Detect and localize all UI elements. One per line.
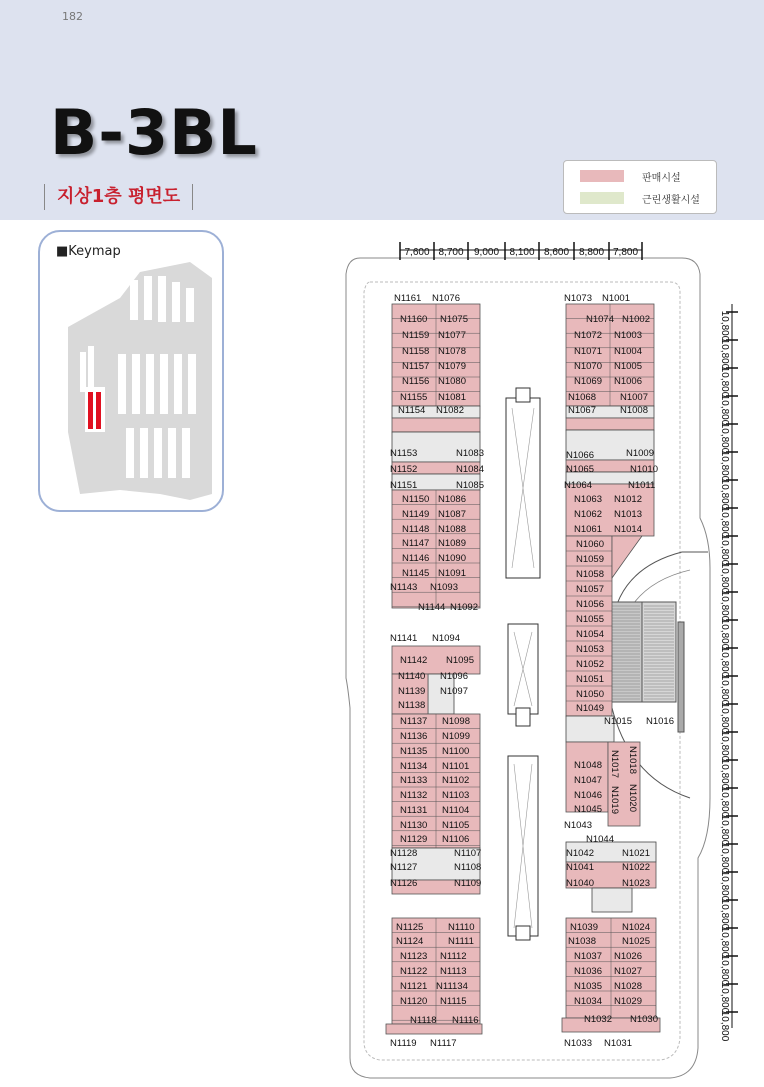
right-dim-label: 10,800 <box>719 954 730 986</box>
unit-label: N1140 <box>398 671 426 682</box>
unit-label: N1031 <box>604 1038 632 1049</box>
right-dim-label: 10,800 <box>719 366 730 398</box>
unit-label: N1016 <box>646 716 674 727</box>
page-subtitle: 지상1층 평면도 <box>44 184 193 210</box>
unit-label: N1032 <box>584 1014 612 1025</box>
unit-label: N1025 <box>622 936 650 947</box>
unit-label: N1132 <box>400 790 428 801</box>
unit-label: N1035 <box>574 981 602 992</box>
unit-label: N1145 <box>402 568 430 579</box>
unit-label: N1136 <box>400 731 428 742</box>
unit-label: N1048 <box>574 760 602 771</box>
unit-label: N1049 <box>576 703 604 714</box>
unit-label: N1064 <box>564 480 592 491</box>
unit-label: N1005 <box>614 361 642 372</box>
block-left-b <box>392 418 480 432</box>
unit-label: N1099 <box>442 731 470 742</box>
right-dim-label: 10,800 <box>719 422 730 454</box>
unit-label: N1146 <box>402 553 430 564</box>
unit-label: N1128 <box>390 848 418 859</box>
unit-label: N1091 <box>438 568 466 579</box>
right-dim-label: 10,800 <box>719 506 730 538</box>
unit-label: N1093 <box>430 582 458 593</box>
unit-label: N1098 <box>442 716 470 727</box>
unit-label: N1058 <box>576 569 604 580</box>
unit-label: N1096 <box>440 671 468 682</box>
unit-label: N1046 <box>574 790 602 801</box>
unit-label: N1018 <box>627 746 638 774</box>
unit-label: N1133 <box>400 775 428 786</box>
unit-label: N1102 <box>442 775 470 786</box>
unit-label: N1150 <box>402 494 430 505</box>
unit-label: N1108 <box>454 862 482 873</box>
right-dim-label: 10,800 <box>719 842 730 874</box>
unit-label: N1010 <box>630 464 658 475</box>
unit-label: N1003 <box>614 330 642 341</box>
unit-label: N11134 <box>436 981 468 992</box>
unit-label: N1122 <box>400 966 428 977</box>
unit-label: N1104 <box>442 805 470 816</box>
unit-label: N1160 <box>400 314 428 325</box>
unit-label: N1059 <box>576 554 604 565</box>
unit-label: N1033 <box>564 1038 592 1049</box>
unit-label: N1037 <box>574 951 602 962</box>
unit-label: N1004 <box>614 346 642 357</box>
unit-label: N1063 <box>574 494 602 505</box>
unit-label: N1066 <box>566 450 594 461</box>
unit-label: N1036 <box>574 966 602 977</box>
unit-label: N1109 <box>454 878 482 889</box>
page-title: B-3BL <box>50 96 258 169</box>
right-dim-label: 10,800 <box>719 870 730 902</box>
right-dim-label: 10,800 <box>719 926 730 958</box>
unit-label: N1161 <box>394 293 422 304</box>
unit-label: N1111 <box>448 936 474 947</box>
keymap-title: ■Keymap <box>56 244 121 259</box>
unit-label: N1060 <box>576 539 604 550</box>
unit-label: N1023 <box>622 878 650 889</box>
page-number: 182 <box>62 10 83 23</box>
unit-label: N1024 <box>622 922 650 933</box>
unit-label: N1068 <box>568 392 596 403</box>
unit-label: N1019 <box>609 786 620 814</box>
unit-label: N1100 <box>442 746 470 757</box>
unit-label: N1054 <box>576 629 604 640</box>
top-dim-label: 8,100 <box>509 247 535 258</box>
unit-label: N1157 <box>402 361 430 372</box>
unit-label: N1152 <box>390 464 418 475</box>
unit-label: N1053 <box>576 644 604 655</box>
unit-label: N1118 <box>410 1015 437 1026</box>
unit-label: N1040 <box>566 878 594 889</box>
right-dim-label: 10,800 <box>719 1010 730 1042</box>
unit-label: N1083 <box>456 448 484 459</box>
unit-label: N1002 <box>622 314 650 325</box>
unit-label: N1085 <box>456 480 484 491</box>
unit-label: N1050 <box>576 689 604 700</box>
unit-label: N1034 <box>574 996 602 1007</box>
unit-label: N1143 <box>390 582 418 593</box>
legend-label-neighborhood: 근린생활시설 <box>642 194 700 206</box>
unit-label: N1151 <box>390 480 418 491</box>
unit-label: N1030 <box>630 1014 658 1025</box>
unit-label: N1052 <box>576 659 604 670</box>
legend-item-sales <box>580 169 681 183</box>
unit-label: N1094 <box>432 633 460 644</box>
right-dim-label: 10,800 <box>719 534 730 566</box>
right-dim-label: 10,800 <box>719 338 730 370</box>
unit-label: N1021 <box>622 848 650 859</box>
unit-label: N1076 <box>432 293 460 304</box>
unit-label: N1137 <box>400 716 428 727</box>
unit-label: N1069 <box>574 376 602 387</box>
unit-label: N1141 <box>390 633 418 644</box>
unit-label: N1006 <box>614 376 642 387</box>
unit-label: N1155 <box>400 392 428 403</box>
right-dim-label: 10,800 <box>719 646 730 678</box>
unit-label: N1039 <box>570 922 598 933</box>
unit-label: N1008 <box>620 405 648 416</box>
block-right-e-wedge <box>612 536 642 578</box>
legend-swatch-neighborhood <box>580 192 624 204</box>
unit-label: N1073 <box>564 293 592 304</box>
unit-label: N1001 <box>602 293 630 304</box>
top-dim-label: 7,800 <box>612 247 639 258</box>
unit-label: N1044 <box>586 834 614 845</box>
unit-label: N1067 <box>568 405 596 416</box>
legend-swatch-sales <box>580 170 624 182</box>
unit-label: N1017 <box>609 750 620 778</box>
unit-label: N1056 <box>576 599 604 610</box>
unit-label: N1092 <box>450 602 478 613</box>
legend-item-neighborhood <box>580 191 700 205</box>
unit-label: N1043 <box>564 820 592 831</box>
unit-label: N1121 <box>400 981 428 992</box>
unit-label: N1009 <box>626 448 654 459</box>
unit-label: N1071 <box>574 346 602 357</box>
right-dim-label: 10,800 <box>719 618 730 650</box>
unit-label: N1106 <box>442 834 470 845</box>
unit-label: N1105 <box>442 820 470 831</box>
unit-label: N1055 <box>576 614 604 625</box>
right-dim-label: 10,800 <box>719 450 730 482</box>
unit-label: N1117 <box>430 1038 457 1049</box>
unit-label: N1057 <box>576 584 604 595</box>
unit-label: N1084 <box>456 464 484 475</box>
keymap-site-plan <box>40 232 222 510</box>
unit-label: N1095 <box>446 655 474 666</box>
unit-label: N1041 <box>566 862 594 873</box>
right-dim-label: 10,800 <box>719 730 730 762</box>
right-dim-label: 10,800 <box>719 786 730 818</box>
unit-label: N1014 <box>614 524 642 535</box>
unit-label: N1038 <box>568 936 596 947</box>
unit-label: N1026 <box>614 951 642 962</box>
unit-label: N1013 <box>614 509 642 520</box>
right-dim-label: 10,800 <box>719 590 730 622</box>
unit-label: N1078 <box>438 346 466 357</box>
unit-label: N1028 <box>614 981 642 992</box>
unit-label: N1088 <box>438 524 466 535</box>
unit-label: N1007 <box>620 392 648 403</box>
unit-label: N1139 <box>398 686 426 697</box>
unit-label: N1027 <box>614 966 642 977</box>
unit-label: N1097 <box>440 686 468 697</box>
right-dim-label: 10,800 <box>719 562 730 594</box>
unit-label: N1072 <box>574 330 602 341</box>
unit-label: N1081 <box>438 392 466 403</box>
right-dim-label: 10,800 <box>719 898 730 930</box>
unit-label: N1074 <box>586 314 614 325</box>
unit-label: N1089 <box>438 538 466 549</box>
unit-label: N1142 <box>400 655 428 666</box>
unit-label: N1079 <box>438 361 466 372</box>
unit-label: N1125 <box>396 922 424 933</box>
unit-label: N1090 <box>438 553 466 564</box>
right-dim-label: 10,800 <box>719 982 730 1014</box>
floor-plan <box>330 238 750 1084</box>
unit-label: N1011 <box>628 480 656 491</box>
top-dim-label: 8,700 <box>438 247 464 258</box>
right-dim-label: 10,800 <box>719 814 730 846</box>
unit-label: N1062 <box>574 509 602 520</box>
central-voids <box>506 388 540 940</box>
unit-label: N1075 <box>440 314 468 325</box>
unit-label: N1126 <box>390 878 418 889</box>
unit-label: N1077 <box>438 330 466 341</box>
unit-label: N1149 <box>402 509 430 520</box>
unit-label: N1144 <box>418 602 446 613</box>
right-dim-label: 10,800 <box>719 310 730 342</box>
unit-label: N1130 <box>400 820 428 831</box>
unit-label: N1103 <box>442 790 470 801</box>
unit-label: N1051 <box>576 674 604 685</box>
unit-label: N1159 <box>402 330 430 341</box>
unit-label: N1047 <box>574 775 602 786</box>
unit-label: N1029 <box>614 996 642 1007</box>
unit-label: N1116 <box>452 1015 479 1026</box>
unit-label: N1135 <box>400 746 428 757</box>
top-dim-label: 9,000 <box>473 247 500 258</box>
unit-label: N1080 <box>438 376 466 387</box>
unit-label: N1129 <box>400 834 428 845</box>
block-right-b <box>566 418 654 430</box>
unit-label: N1086 <box>438 494 466 505</box>
unit-label: N1065 <box>566 464 594 475</box>
unit-label: N1110 <box>448 922 475 933</box>
unit-label: N1124 <box>396 936 424 947</box>
unit-label: N1087 <box>438 509 466 520</box>
keymap-panel <box>38 230 224 512</box>
right-dim-label: 10,800 <box>719 394 730 426</box>
core <box>592 888 632 912</box>
right-dim-label: 10,800 <box>719 478 730 510</box>
unit-label: N1107 <box>454 848 482 859</box>
legend-box <box>563 160 717 214</box>
unit-label: N1070 <box>574 361 602 372</box>
unit-label: N1045 <box>574 804 602 815</box>
unit-label: N1113 <box>440 966 467 977</box>
unit-label: N1119 <box>390 1038 417 1049</box>
unit-label: N1153 <box>390 448 418 459</box>
right-dim-label: 10,800 <box>719 674 730 706</box>
unit-label: N1115 <box>440 996 467 1007</box>
unit-label: N1012 <box>614 494 642 505</box>
top-dim-label: 7,600 <box>404 247 430 258</box>
unit-label: N1156 <box>402 376 430 387</box>
unit-label: N1015 <box>604 716 632 727</box>
unit-label: N1127 <box>390 862 418 873</box>
unit-label: N1101 <box>442 761 470 772</box>
header-band <box>0 0 764 220</box>
unit-label: N1147 <box>402 538 430 549</box>
unit-label: N1022 <box>622 862 650 873</box>
unit-label: N1131 <box>400 805 428 816</box>
unit-label: N1123 <box>400 951 428 962</box>
unit-label: N1120 <box>400 996 428 1007</box>
unit-label: N1148 <box>402 524 430 535</box>
unit-label: N1134 <box>400 761 428 772</box>
unit-label: N1042 <box>566 848 594 859</box>
legend-label-sales: 판매시설 <box>642 172 681 184</box>
unit-label: N1138 <box>398 700 426 711</box>
unit-label: N1061 <box>574 524 602 535</box>
unit-label: N1158 <box>402 346 430 357</box>
right-dim-label: 10,800 <box>719 758 730 790</box>
unit-label: N1020 <box>627 784 638 812</box>
top-dim-label: 8,600 <box>543 247 570 258</box>
unit-label: N1154 <box>398 405 426 416</box>
unit-label: N1082 <box>436 405 464 416</box>
top-dim-label: 8,800 <box>578 247 605 258</box>
right-dim-label: 10,800 <box>719 702 730 734</box>
unit-label: N1112 <box>440 951 467 962</box>
